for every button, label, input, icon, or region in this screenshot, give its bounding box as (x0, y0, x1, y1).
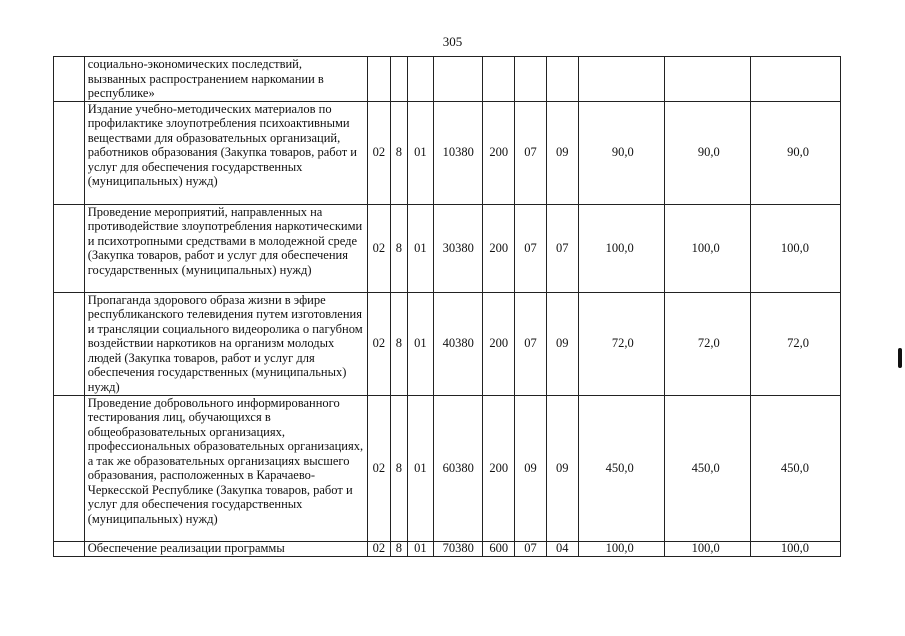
scan-mark (898, 348, 902, 368)
description-cell: социально-экономических последствий, вызванных распространением наркомании в республике» (84, 57, 367, 102)
row-number-cell (54, 541, 85, 556)
code-cell: 8 (391, 101, 407, 204)
row-number-cell (54, 395, 85, 541)
code-cell: 30380 (434, 204, 483, 292)
amount-cell: 100,0 (664, 204, 750, 292)
code-cell: 10380 (434, 101, 483, 204)
code-cell (367, 57, 391, 102)
code-cell: 8 (391, 395, 407, 541)
code-cell: 200 (483, 292, 515, 395)
page-number: 305 (442, 34, 463, 49)
amount-cell: 100,0 (750, 204, 840, 292)
description-cell: Издание учебно-методических материалов по профилактике злоупотребления психоактивными веществами для образовательных организаций, работников образования (Закупка товаров, работ и услуг для обеспечения государственных (муниципальных) нужд) (84, 101, 367, 204)
code-cell: 200 (483, 204, 515, 292)
amount-cell: 72,0 (578, 292, 664, 395)
amount-cell: 72,0 (750, 292, 840, 395)
table-row (54, 57, 841, 102)
code-cell: 07 (515, 541, 547, 556)
code-cell: 09 (515, 395, 547, 541)
code-cell: 02 (367, 541, 391, 556)
code-cell: 09 (546, 292, 578, 395)
code-cell: 01 (407, 395, 434, 541)
description-cell: Обеспечение реализации программы (84, 541, 367, 556)
code-cell: 07 (515, 101, 547, 204)
code-cell: 40380 (434, 292, 483, 395)
amount-cell: 450,0 (664, 395, 750, 541)
amount-cell (578, 57, 664, 102)
amount-cell (664, 57, 750, 102)
code-cell: 01 (407, 541, 434, 556)
code-cell (546, 57, 578, 102)
code-cell: 70380 (434, 541, 483, 556)
table-row (54, 541, 841, 556)
budget-table (53, 56, 841, 557)
amount-cell: 100,0 (750, 541, 840, 556)
table-row (54, 292, 841, 395)
code-cell: 60380 (434, 395, 483, 541)
amount-cell: 90,0 (750, 101, 840, 204)
code-cell: 09 (546, 101, 578, 204)
description-cell: Пропаганда здорового образа жизни в эфире республиканского телевидения путем изготовления и трансляции социального видеоролика о пагубном воздействии наркотиков на организм молодых людей (Закупка товаров, работ и услуг для обеспечения государственных (муниципальных) нужд) (84, 292, 367, 395)
amount-cell: 100,0 (664, 541, 750, 556)
amount-cell: 450,0 (750, 395, 840, 541)
code-cell: 04 (546, 541, 578, 556)
amount-cell: 90,0 (664, 101, 750, 204)
table-row (54, 204, 841, 292)
code-cell: 02 (367, 292, 391, 395)
code-cell (515, 57, 547, 102)
code-cell: 01 (407, 204, 434, 292)
amount-cell: 72,0 (664, 292, 750, 395)
code-cell: 01 (407, 292, 434, 395)
code-cell (391, 57, 407, 102)
code-cell: 200 (483, 395, 515, 541)
amount-cell: 100,0 (578, 541, 664, 556)
code-cell: 07 (515, 204, 547, 292)
code-cell: 8 (391, 292, 407, 395)
table-row (54, 395, 841, 541)
code-cell (434, 57, 483, 102)
code-cell: 8 (391, 541, 407, 556)
code-cell: 02 (367, 395, 391, 541)
description-cell: Проведение добровольного информированного тестирования лиц, обучающихся в общеобразовательных организациях, профессиональных образовательных организациях, а так же образовательных организациях высшего образования, расположенных в Карачаево-Черкесской Республике (Закупка товаров, работ и услуг для обеспечения государственных (муниципальных) нужд) (84, 395, 367, 541)
code-cell: 02 (367, 101, 391, 204)
row-number-cell (54, 101, 85, 204)
amount-cell (750, 57, 840, 102)
amount-cell: 450,0 (578, 395, 664, 541)
row-number-cell (54, 292, 85, 395)
code-cell: 01 (407, 101, 434, 204)
code-cell: 8 (391, 204, 407, 292)
row-number-cell (54, 204, 85, 292)
row-number-cell (54, 57, 85, 102)
amount-cell: 90,0 (578, 101, 664, 204)
code-cell: 07 (515, 292, 547, 395)
code-cell (483, 57, 515, 102)
code-cell: 200 (483, 101, 515, 204)
code-cell: 07 (546, 204, 578, 292)
description-cell: Проведение мероприятий, направленных на противодействие злоупотребления наркотическими и психотропными средствами в молодежной среде (Закупка товаров, работ и услуг для обеспечения государственных (муниципальных) нужд) (84, 204, 367, 292)
code-cell: 09 (546, 395, 578, 541)
amount-cell: 100,0 (578, 204, 664, 292)
code-cell: 600 (483, 541, 515, 556)
code-cell (407, 57, 434, 102)
code-cell: 02 (367, 204, 391, 292)
table-row (54, 101, 841, 204)
